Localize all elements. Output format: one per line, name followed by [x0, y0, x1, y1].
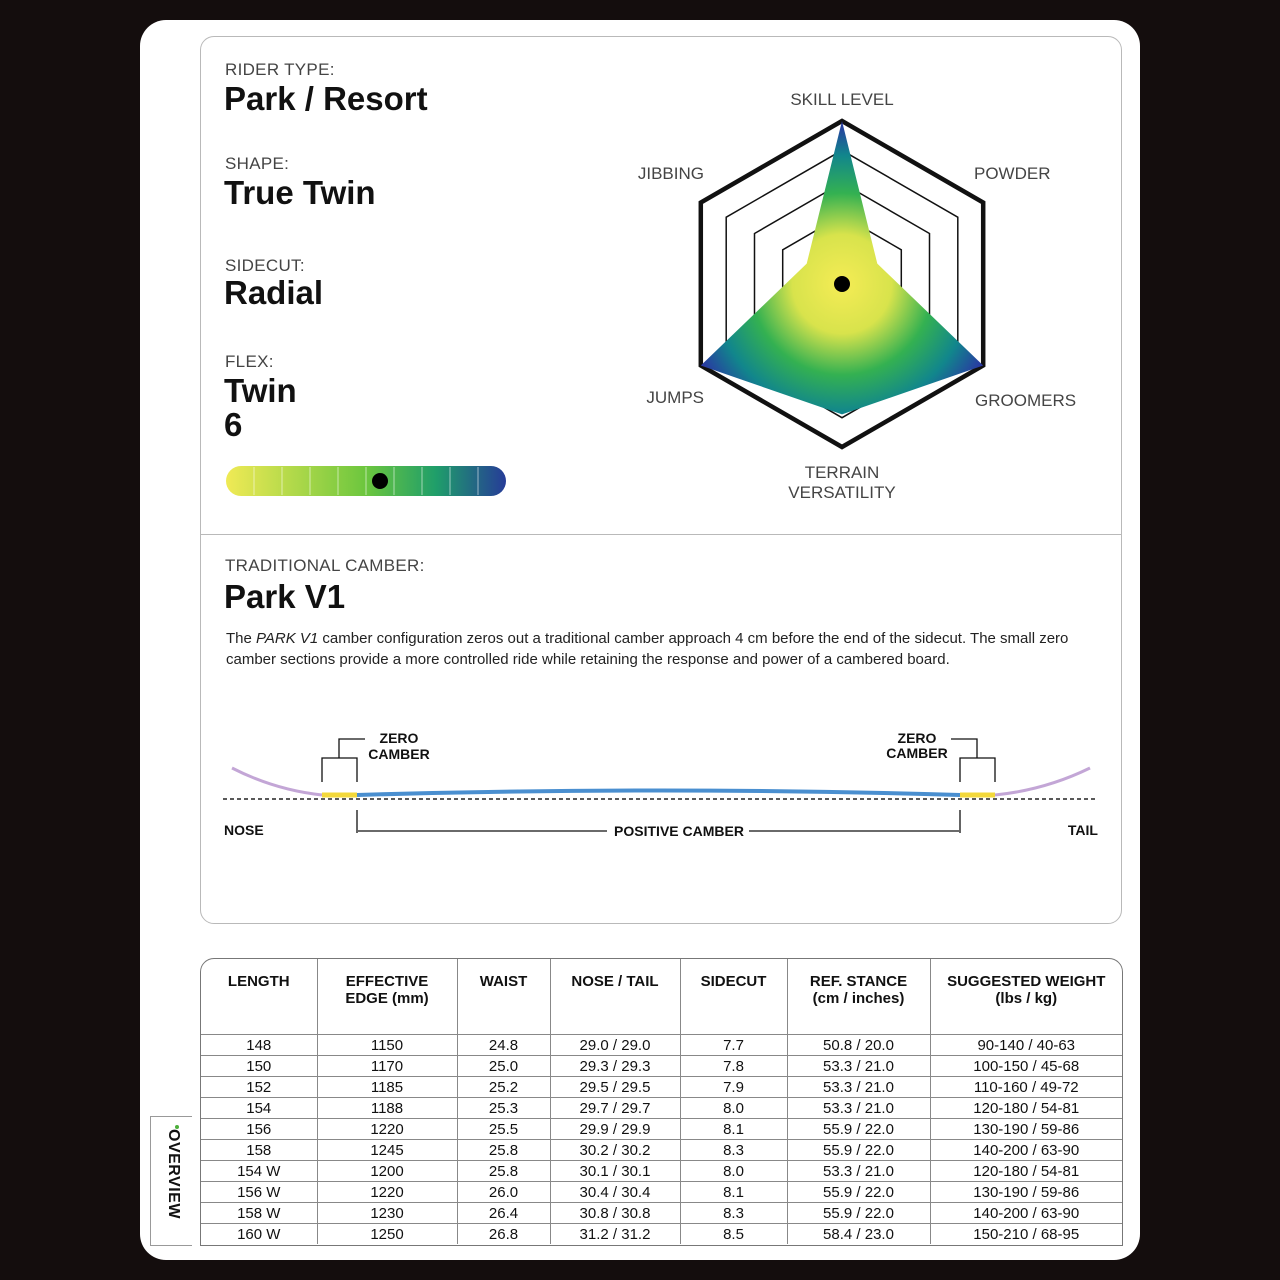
table-cell: 1230 — [317, 1203, 457, 1224]
radar-label-skill-level: SKILL LEVEL — [790, 90, 894, 109]
table-header-cell: SIDECUT — [680, 959, 787, 1035]
sidecut-value: Radial — [224, 274, 324, 311]
table-cell: 26.0 — [457, 1182, 550, 1203]
radar-label-versatility: VERSATILITY — [788, 483, 896, 502]
table-cell: 160 W — [201, 1224, 317, 1245]
table-cell: 152 — [201, 1077, 317, 1098]
table-header-cell: NOSE / TAIL — [550, 959, 680, 1035]
table-cell: 31.2 / 31.2 — [550, 1224, 680, 1245]
table-cell: 58.4 / 23.0 — [787, 1224, 930, 1245]
table-cell: 29.0 / 29.0 — [550, 1035, 680, 1056]
table-row — [201, 1140, 1122, 1161]
table-cell: 156 W — [201, 1182, 317, 1203]
table-cell: 140-200 / 63-90 — [930, 1140, 1122, 1161]
table-cell: 26.4 — [457, 1203, 550, 1224]
table-cell: 120-180 / 54-81 — [930, 1098, 1122, 1119]
table-cell: 30.8 / 30.8 — [550, 1203, 680, 1224]
nose-label: NOSE — [224, 822, 264, 838]
shape-label: SHAPE: — [225, 154, 290, 173]
table-cell: 110-160 / 49-72 — [930, 1077, 1122, 1098]
size-table — [201, 959, 1122, 1244]
tail-label: TAIL — [1067, 822, 1098, 838]
table-cell: 150-210 / 68-95 — [930, 1224, 1122, 1245]
flex-marker — [372, 473, 388, 489]
table-cell: 25.3 — [457, 1098, 550, 1119]
table-cell: 26.8 — [457, 1224, 550, 1245]
table-cell: 55.9 / 22.0 — [787, 1119, 930, 1140]
table-cell: 8.5 — [680, 1224, 787, 1245]
table-cell: 1200 — [317, 1161, 457, 1182]
table-cell: 7.9 — [680, 1077, 787, 1098]
table-header-cell: LENGTH — [201, 959, 317, 1035]
overview-tab[interactable] — [150, 1116, 192, 1246]
tail-tip — [995, 768, 1090, 795]
table-cell: 8.3 — [680, 1203, 787, 1224]
camber-desc-emphasis: PARK V1 — [256, 630, 319, 647]
table-cell: 29.3 / 29.3 — [550, 1056, 680, 1077]
table-cell: 150 — [201, 1056, 317, 1077]
table-cell: 1188 — [317, 1098, 457, 1119]
table-cell: 8.3 — [680, 1140, 787, 1161]
table-cell: 1170 — [317, 1056, 457, 1077]
radar-label-jumps: JUMPS — [646, 388, 704, 407]
positive-camber-label: POSITIVE CAMBER — [614, 823, 744, 839]
table-row — [201, 1056, 1122, 1077]
table-cell: 7.7 — [680, 1035, 787, 1056]
radar-label-powder: POWDER — [974, 164, 1051, 183]
radar-label-groomers: GROOMERS — [975, 391, 1077, 410]
table-header-row — [201, 959, 1122, 1035]
table-cell: 1220 — [317, 1182, 457, 1203]
table-cell: 25.2 — [457, 1077, 550, 1098]
rider-type-value: Park / Resort — [224, 80, 428, 117]
table-cell: 53.3 / 21.0 — [787, 1077, 930, 1098]
table-body — [201, 1035, 1122, 1245]
table-cell: 24.8 — [457, 1035, 550, 1056]
camber-name: Park V1 — [224, 578, 346, 615]
table-row — [201, 1224, 1122, 1245]
table-cell: 25.5 — [457, 1119, 550, 1140]
table-cell: 53.3 / 21.0 — [787, 1098, 930, 1119]
table-cell: 130-190 / 59-86 — [930, 1119, 1122, 1140]
table-header-cell: EFFECTIVE EDGE (mm) — [317, 959, 457, 1035]
table-cell: 53.3 / 21.0 — [787, 1161, 930, 1182]
table-row — [201, 1098, 1122, 1119]
camber-desc-text: camber configuration zeros out a traditional camber approach 4 cm before the end of the sidecut. The small zero camber sections provide a more controlled ride while retaining the response and power of a cambered board. — [226, 630, 1069, 668]
table-cell: 30.2 / 30.2 — [550, 1140, 680, 1161]
radar-center-dot — [834, 276, 850, 292]
radar-chart — [600, 80, 1100, 510]
zero-camber-right-line2: CAMBER — [886, 745, 948, 761]
table-row — [201, 1203, 1122, 1224]
table-cell: 50.8 / 20.0 — [787, 1035, 930, 1056]
table-cell: 29.5 / 29.5 — [550, 1077, 680, 1098]
table-row — [201, 1077, 1122, 1098]
table-cell: 25.8 — [457, 1140, 550, 1161]
table-cell: 7.8 — [680, 1056, 787, 1077]
flex-type: Twin — [224, 372, 297, 409]
table-cell: 1185 — [317, 1077, 457, 1098]
table-header-cell: REF. STANCE (cm / inches) — [787, 959, 930, 1035]
table-cell: 148 — [201, 1035, 317, 1056]
table-cell: 1250 — [317, 1224, 457, 1245]
camber-description — [226, 629, 1106, 670]
zero-camber-left-line1: ZERO — [379, 730, 419, 746]
table-cell: 1150 — [317, 1035, 457, 1056]
rider-type-label: RIDER TYPE: — [225, 60, 335, 79]
radar-label-jibbing: JIBBING — [637, 164, 704, 183]
table-cell: 29.7 / 29.7 — [550, 1098, 680, 1119]
table-cell: 1245 — [317, 1140, 457, 1161]
table-cell: 8.0 — [680, 1098, 787, 1119]
table-row — [201, 1035, 1122, 1056]
table-cell: 55.9 / 22.0 — [787, 1182, 930, 1203]
panel-divider — [201, 534, 1121, 535]
positive-camber-section — [357, 791, 960, 796]
nose-tip — [232, 768, 322, 795]
table-cell: 140-200 / 63-90 — [930, 1203, 1122, 1224]
table-cell: 29.9 / 29.9 — [550, 1119, 680, 1140]
table-cell: 154 W — [201, 1161, 317, 1182]
table-row — [201, 1161, 1122, 1182]
table-cell: 8.0 — [680, 1161, 787, 1182]
table-cell: 158 W — [201, 1203, 317, 1224]
table-cell: 53.3 / 21.0 — [787, 1056, 930, 1077]
table-cell: 130-190 / 59-86 — [930, 1182, 1122, 1203]
flex-label: FLEX: — [225, 352, 274, 371]
table-cell: 156 — [201, 1119, 317, 1140]
camber-diagram — [215, 720, 1115, 850]
table-cell: 25.0 — [457, 1056, 550, 1077]
table-cell: 25.8 — [457, 1161, 550, 1182]
table-cell: 55.9 / 22.0 — [787, 1203, 930, 1224]
table-cell: 1220 — [317, 1119, 457, 1140]
table-cell: 30.4 / 30.4 — [550, 1182, 680, 1203]
zero-camber-left-line2: CAMBER — [368, 746, 430, 762]
camber-label: TRADITIONAL CAMBER: — [225, 556, 425, 575]
radar-data-area — [701, 121, 983, 414]
zero-camber-right-line1: ZERO — [897, 730, 937, 746]
table-header-cell: WAIST — [457, 959, 550, 1035]
flex-scale — [225, 465, 507, 497]
table-row — [201, 1119, 1122, 1140]
table-cell: 30.1 / 30.1 — [550, 1161, 680, 1182]
sidecut-label: SIDECUT: — [225, 256, 305, 275]
table-row — [201, 1182, 1122, 1203]
shape-value: True Twin — [224, 174, 376, 211]
overview-tab-label: OVERVIEW — [165, 1129, 182, 1219]
camber-desc-prefix: The — [226, 630, 257, 647]
table-cell: 8.1 — [680, 1182, 787, 1203]
table-cell: 158 — [201, 1140, 317, 1161]
table-cell: 100-150 / 45-68 — [930, 1056, 1122, 1077]
table-cell: 120-180 / 54-81 — [930, 1161, 1122, 1182]
table-cell: 8.1 — [680, 1119, 787, 1140]
size-table-container — [200, 958, 1123, 1246]
flex-value: 6 — [224, 406, 243, 443]
table-header-cell: SUGGESTED WEIGHT (lbs / kg) — [947, 973, 1106, 1007]
table-cell: 55.9 / 22.0 — [787, 1140, 930, 1161]
table-cell: 90-140 / 40-63 — [930, 1035, 1122, 1056]
radar-label-terrain: TERRAIN — [804, 463, 880, 482]
table-cell: 154 — [201, 1098, 317, 1119]
